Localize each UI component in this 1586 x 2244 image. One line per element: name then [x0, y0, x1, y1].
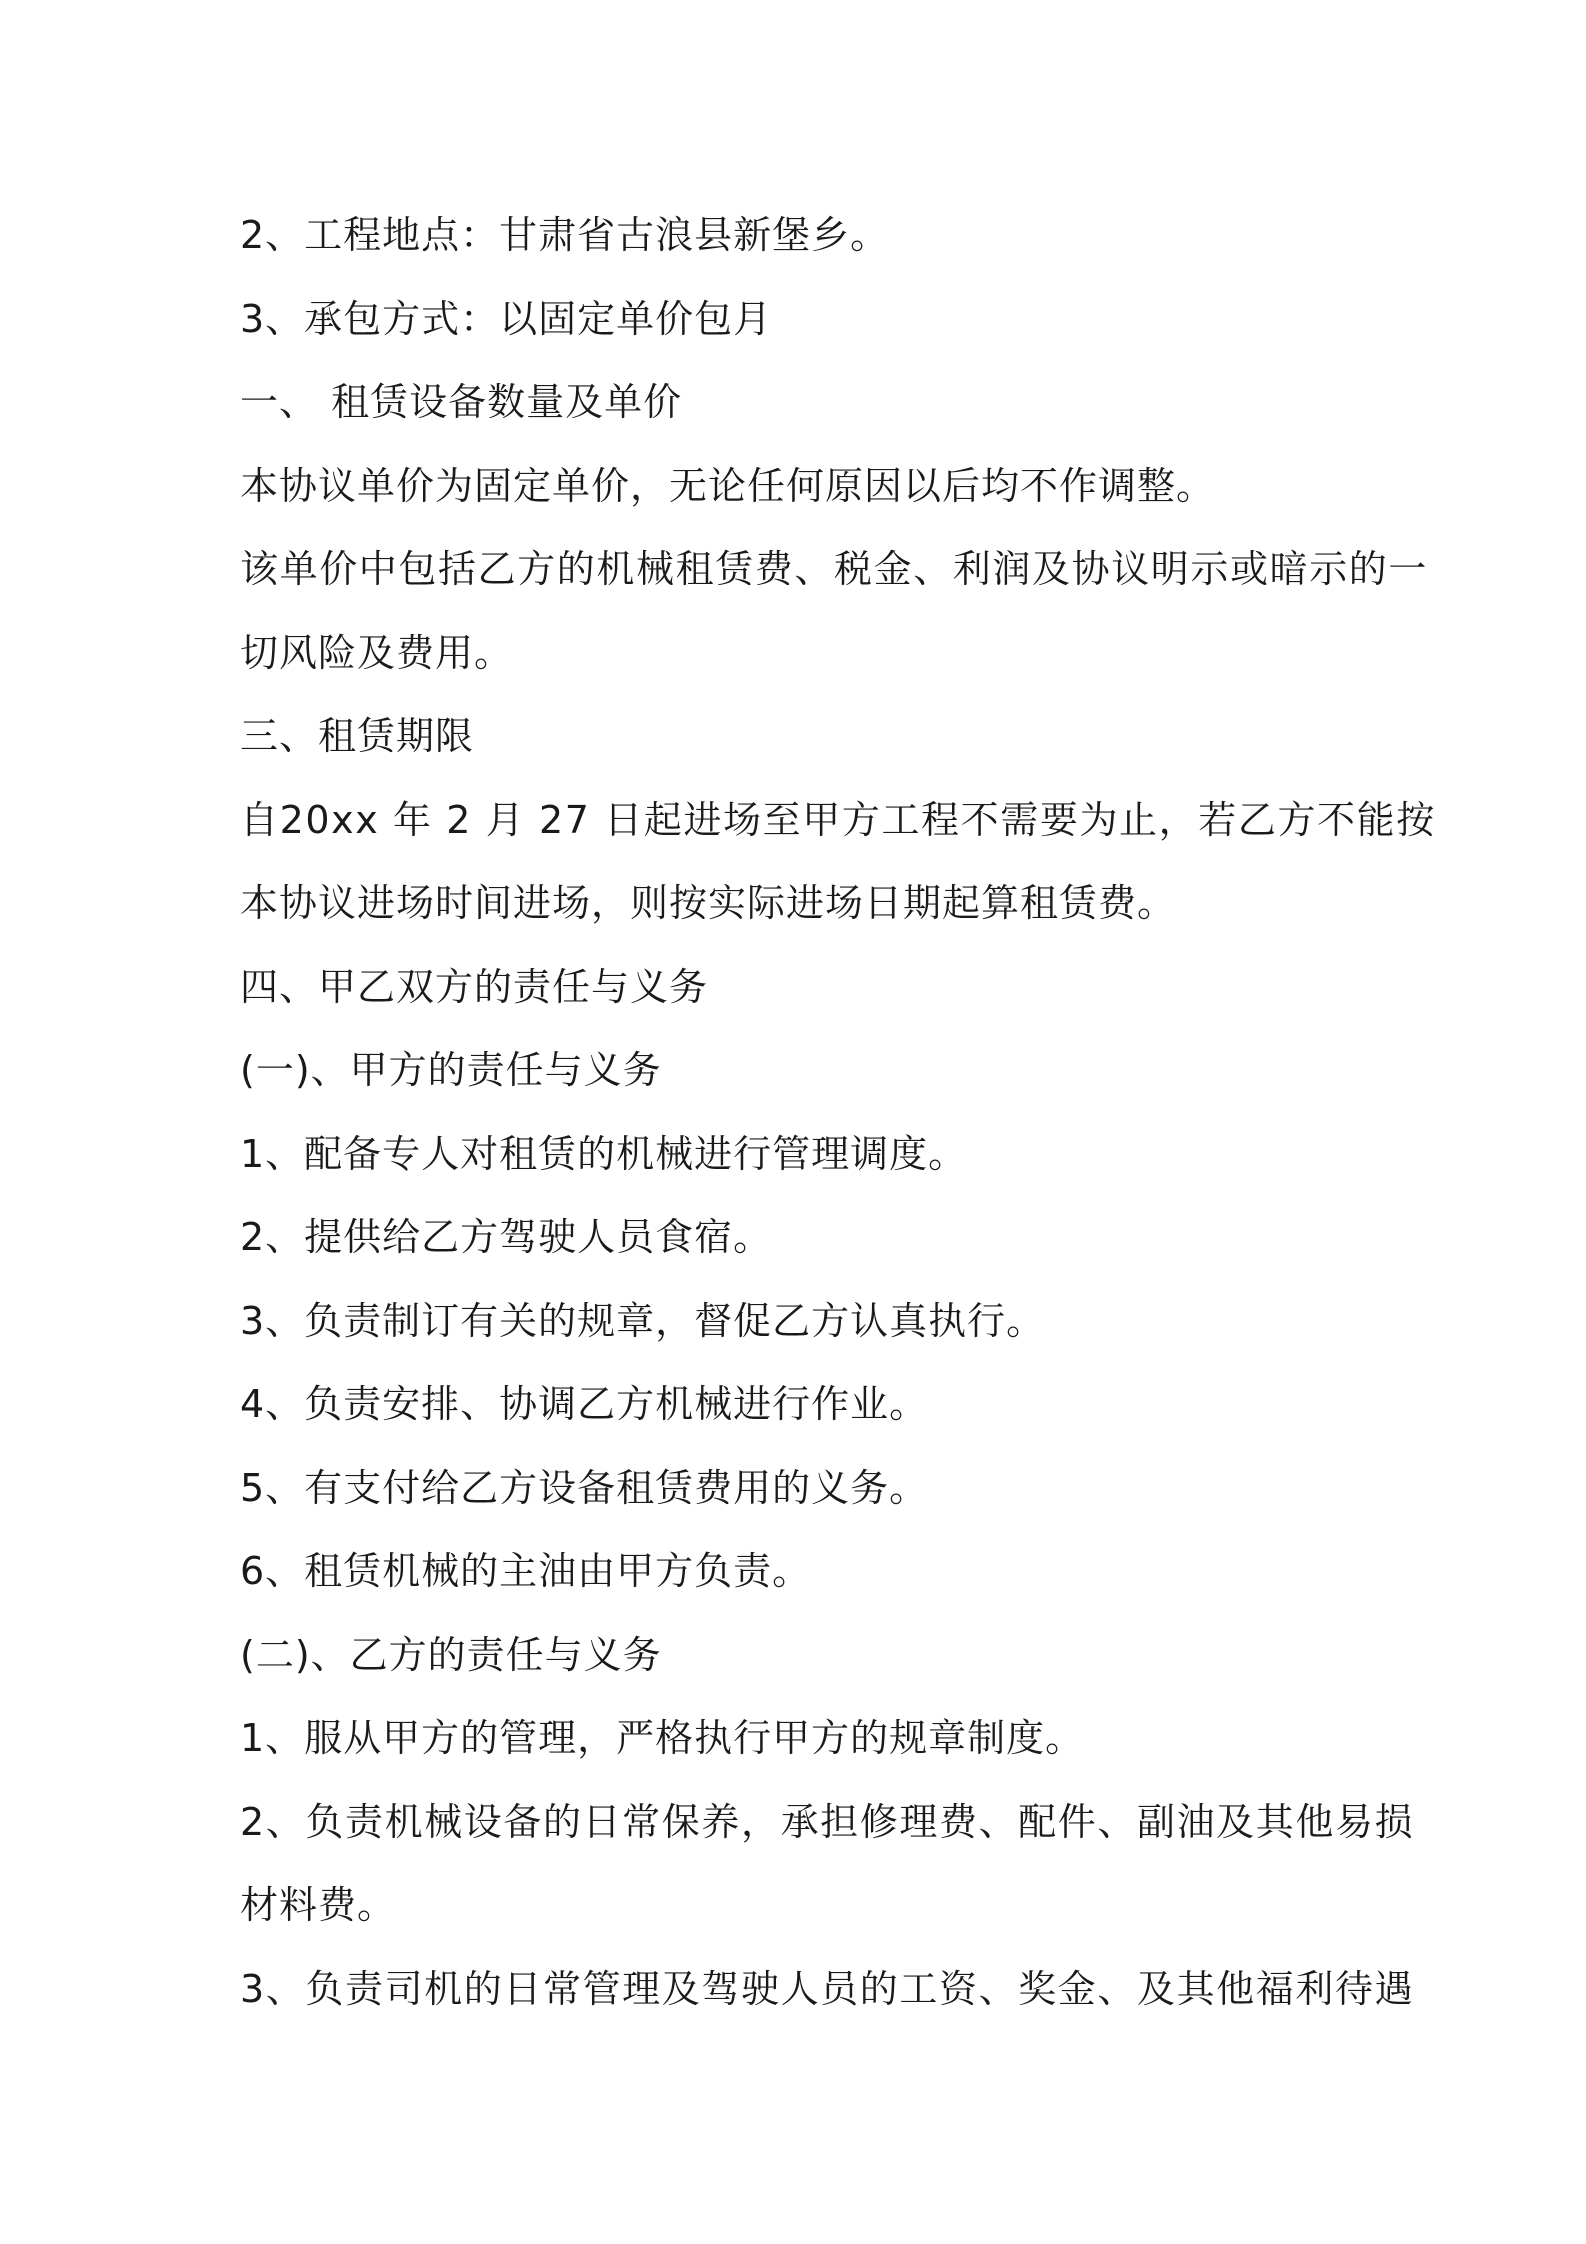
section-heading-equipment-price: 一、 租赁设备数量及单价: [240, 380, 683, 424]
document-body: [240, 194, 1436, 2031]
paragraph-fixed-price: 本协议单价为固定单价，无论任何原因以后均不作调整。: [240, 463, 1216, 508]
paragraph-lease-term-cont: 本协议进场时间进场，则按实际进场日期起算租赁费。: [240, 881, 1177, 925]
party-a-item-4: 4、负责安排、协调乙方机械进行作业。: [240, 1382, 929, 1426]
party-a-item-1: 1、配备专人对租赁的机械进行管理调度。: [240, 1131, 968, 1176]
clause-project-location: 2、工程地点：甘肃省古浪县新堡乡。: [240, 213, 890, 257]
subsection-heading-party-a: (一)、甲方的责任与义务: [240, 1048, 662, 1092]
clause-contract-method: 3、承包方式：以固定单价包月: [240, 296, 773, 341]
subsection-heading-party-b: (二)、乙方的责任与义务: [240, 1632, 662, 1677]
section-heading-lease-term: 三、租赁期限: [240, 714, 475, 758]
party-a-item-3: 3、负责制订有关的规章，督促乙方认真执行。: [240, 1298, 1046, 1343]
party-b-item-3: 3、负责司机的日常管理及驾驶人员的工资、奖金、及其他福利待遇: [240, 1966, 1415, 2011]
paragraph-price-includes: 该单价中包括乙方的机械租赁费、税金、利润及协议明示或暗示的一: [240, 547, 1429, 591]
section-heading-responsibilities: 四、甲乙双方的责任与义务: [240, 964, 709, 1009]
party-b-item-2-cont: 材料费。: [240, 1883, 397, 1927]
party-b-item-2: 2、负责机械设备的日常保养，承担修理费、配件、副油及其他易损: [240, 1799, 1415, 1844]
paragraph-lease-term: 自20xx 年 2 月 27 日起进场至甲方工程不需要为止，若乙方不能按: [240, 797, 1436, 842]
party-a-item-5: 5、有支付给乙方设备租赁费用的义务。: [240, 1465, 929, 1510]
party-b-item-1: 1、服从甲方的管理，严格执行甲方的规章制度。: [240, 1716, 1085, 1760]
party-a-item-2: 2、提供给乙方驾驶人员食宿。: [240, 1215, 773, 1259]
party-a-item-6: 6、租赁机械的主油由甲方负责。: [240, 1549, 812, 1593]
paragraph-price-includes-cont: 切风险及费用。: [240, 630, 514, 675]
